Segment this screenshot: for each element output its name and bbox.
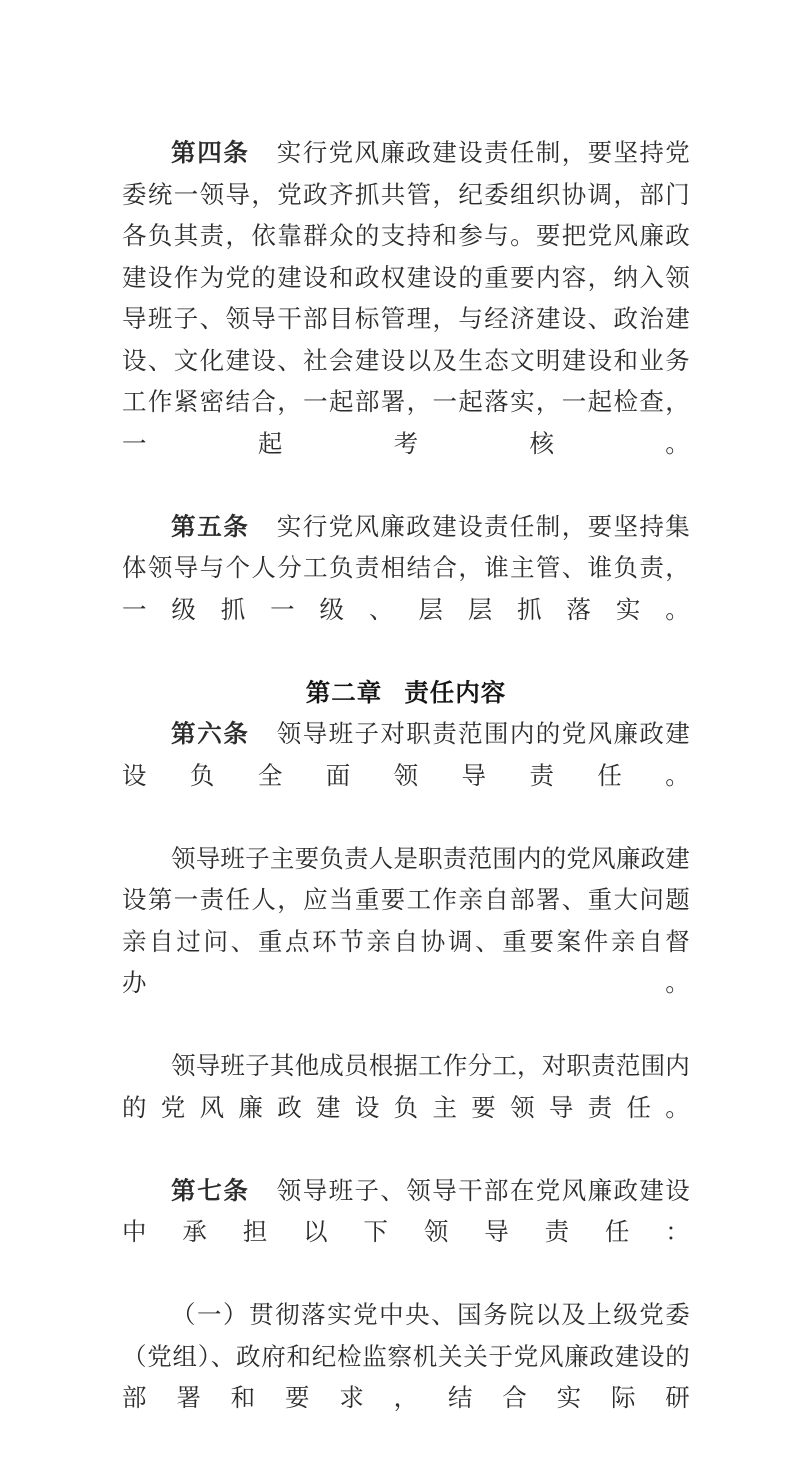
article-text-4: 实行党风廉政建设责任制，要坚持党委统一领导，党政齐抓共管，纪委组织协调，部门各负其责，依靠群众的支持和参与。要把党风廉政建设作为党的建设和政权建设的重要内容，纳入领导班子、领导干部目标管理，与经济建设、政治建设、文化建设、社会建设以及生态文明建设和业务工作紧密结合，一起部署，一起落实，一起检查，一起考核。 xyxy=(122,138,691,458)
body-paragraph-1 xyxy=(122,838,690,1046)
body-paragraph-1-text: 领导班子主要负责人是职责范围内的党风廉政建设第一责任人，应当重要工作亲自部署、重大问题亲自过问、重点环节亲自协调、重要案件亲自督办。 xyxy=(122,843,690,997)
body-paragraph-2 xyxy=(122,1045,690,1170)
article-label-7: 第七条 xyxy=(171,1175,250,1205)
chapter-number: 第二章 xyxy=(305,677,383,707)
list-item-1-text: （一）贯彻落实党中央、国务院以及上级党委（党组）、政府和纪检监察机关关于党风廉政建设的部署和要求，结合实际研 xyxy=(122,1300,690,1412)
article-label-4: 第四条 xyxy=(171,138,250,167)
list-item-1 xyxy=(122,1294,690,1460)
chapter-heading-2 xyxy=(122,672,690,714)
article-label-6: 第六条 xyxy=(171,719,250,748)
article-text-6: 领导班子对职责范围内的党风廉政建设负全面领导责任。 xyxy=(122,719,691,790)
article-paragraph-6 xyxy=(122,713,690,838)
article-text-7: 领导班子、领导干部在党风廉政建设中承担以下领导责任： xyxy=(122,1175,691,1246)
article-paragraph-7 xyxy=(122,1170,690,1295)
article-text-5: 实行党风廉政建设责任制，要坚持集体领导与个人分工负责相结合，谁主管、谁负责，一级抓一级、层层抓落实。 xyxy=(122,511,691,624)
article-label-5: 第五条 xyxy=(171,511,250,541)
chapter-title: 责任内容 xyxy=(404,677,507,707)
body-paragraph-2-text: 领导班子其他成员根据工作分工，对职责范围内的党风廉政建设负主要领导责任。 xyxy=(122,1051,690,1122)
article-paragraph-5 xyxy=(122,506,690,672)
document-text-body xyxy=(122,132,690,1460)
article-paragraph-4 xyxy=(122,132,690,506)
